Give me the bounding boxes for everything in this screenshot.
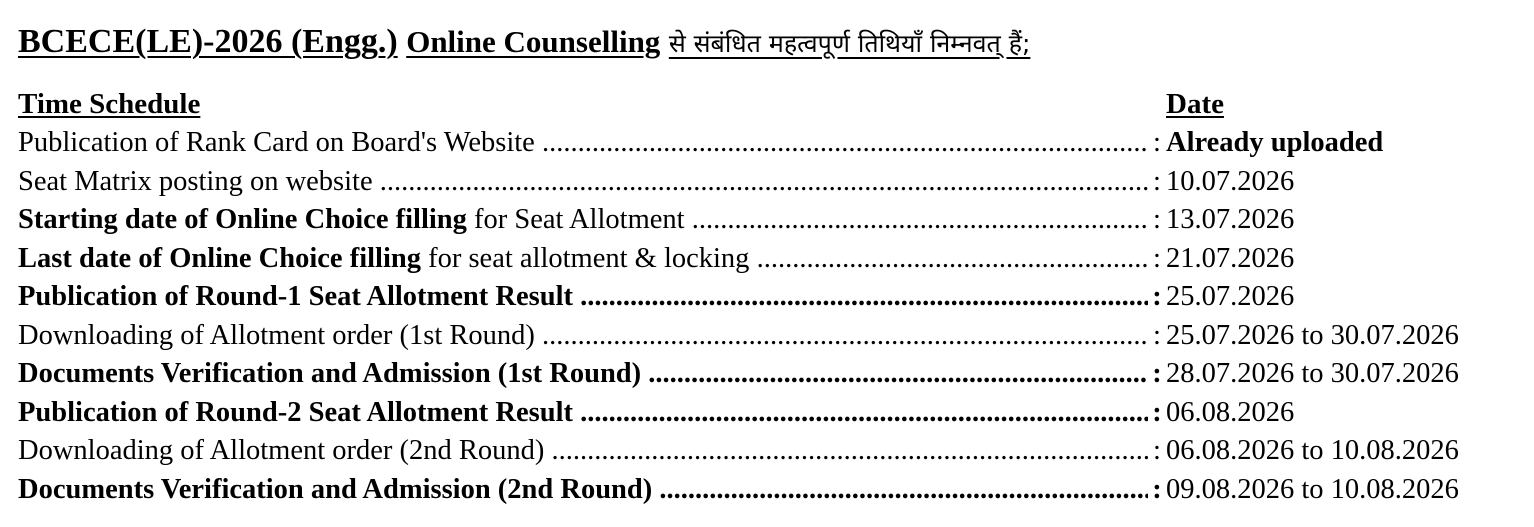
schedule-row-date: 25.07.2026 to 30.07.2026 <box>1166 319 1459 351</box>
schedule-row-colon: : <box>1153 435 1161 466</box>
schedule-row-date: 21.07.2026 <box>1166 242 1295 274</box>
schedule-row-label <box>18 201 1148 240</box>
schedule-row-text: for Seat Allotment <box>466 204 685 235</box>
page-heading <box>18 20 1030 66</box>
schedule-row-label <box>18 471 1148 510</box>
schedule-row-text: Downloading of Allotment order (1st Round) <box>18 319 535 351</box>
schedule-row-text: for seat allotment & locking <box>420 242 750 274</box>
schedule-row <box>18 201 1518 240</box>
schedule-row-colon: : <box>1152 473 1162 505</box>
schedule-row-label <box>18 394 1148 433</box>
schedule-row-date: 25.07.2026 <box>1166 281 1295 312</box>
heading-title-part2: Online Counselling <box>406 24 661 59</box>
schedule-row-colon: : <box>1152 281 1162 312</box>
schedule-row <box>18 317 1518 356</box>
schedule-row <box>18 278 1518 317</box>
schedule-row-date: 28.07.2026 to 30.07.2026 <box>1166 358 1459 389</box>
schedule-row-label <box>18 163 1148 202</box>
schedule-row-colon: : <box>1153 242 1161 274</box>
schedule-row-bold-text: Documents Verification and Admission (2nd Round) <box>18 473 653 505</box>
schedule-row-text: Downloading of Allotment order (2nd Round) <box>18 435 545 466</box>
schedule-row-text: Publication of Rank Card on Board's Website <box>18 127 535 158</box>
schedule-row-label <box>18 240 1148 279</box>
schedule-row-label <box>18 432 1148 471</box>
schedule-row <box>18 471 1518 510</box>
schedule-row-bold-text: Last date of Online Choice filling <box>18 242 421 274</box>
schedule-row-colon: : <box>1153 319 1161 351</box>
schedule-row-label <box>18 317 1148 356</box>
schedule-row-label <box>18 355 1148 394</box>
schedule-row-bold-text: Publication of Round-1 Seat Allotment Result <box>18 281 573 312</box>
schedule-row-text: Seat Matrix posting on website <box>18 165 373 197</box>
schedule-row-date: 10.07.2026 <box>1166 165 1295 197</box>
schedule-row-colon: : <box>1152 396 1162 428</box>
schedule-row-label <box>18 124 1148 163</box>
schedule-row-date: 06.08.2026 <box>1166 396 1295 428</box>
schedule-row-date: 06.08.2026 to 10.08.2026 <box>1166 435 1459 466</box>
schedule-row-colon: : <box>1153 127 1161 158</box>
schedule-row-date: 09.08.2026 to 10.08.2026 <box>1166 473 1459 505</box>
schedule-row-bold-text: Documents Verification and Admission (1st Round) <box>18 358 642 389</box>
schedule-row <box>18 124 1518 163</box>
schedule-list <box>18 124 1518 509</box>
schedule-row-colon: : <box>1153 204 1161 235</box>
schedule-row-colon: : <box>1152 358 1162 389</box>
schedule-row <box>18 240 1518 279</box>
schedule-row <box>18 355 1518 394</box>
schedule-row <box>18 432 1518 471</box>
schedule-row-date: 13.07.2026 <box>1166 204 1295 235</box>
column-header-date: Date <box>1166 88 1224 120</box>
schedule-row-date: Already uploaded <box>1166 127 1384 158</box>
schedule-row-bold-text: Publication of Round-2 Seat Allotment Result <box>18 396 573 428</box>
schedule-row-colon: : <box>1153 165 1161 197</box>
schedule-row-label <box>18 278 1148 317</box>
column-header-time-schedule: Time Schedule <box>18 88 201 120</box>
heading-title-hindi: से संबंधित महत्वपूर्ण तिथियाँ निम्नवत् हैं; <box>668 29 1031 58</box>
schedule-row-bold-text: Starting date of Online Choice filling <box>18 204 467 235</box>
heading-title-part1: BCECE(LE)-2026 (Engg.) <box>18 23 398 60</box>
schedule-row <box>18 394 1518 433</box>
schedule-row <box>18 163 1518 202</box>
